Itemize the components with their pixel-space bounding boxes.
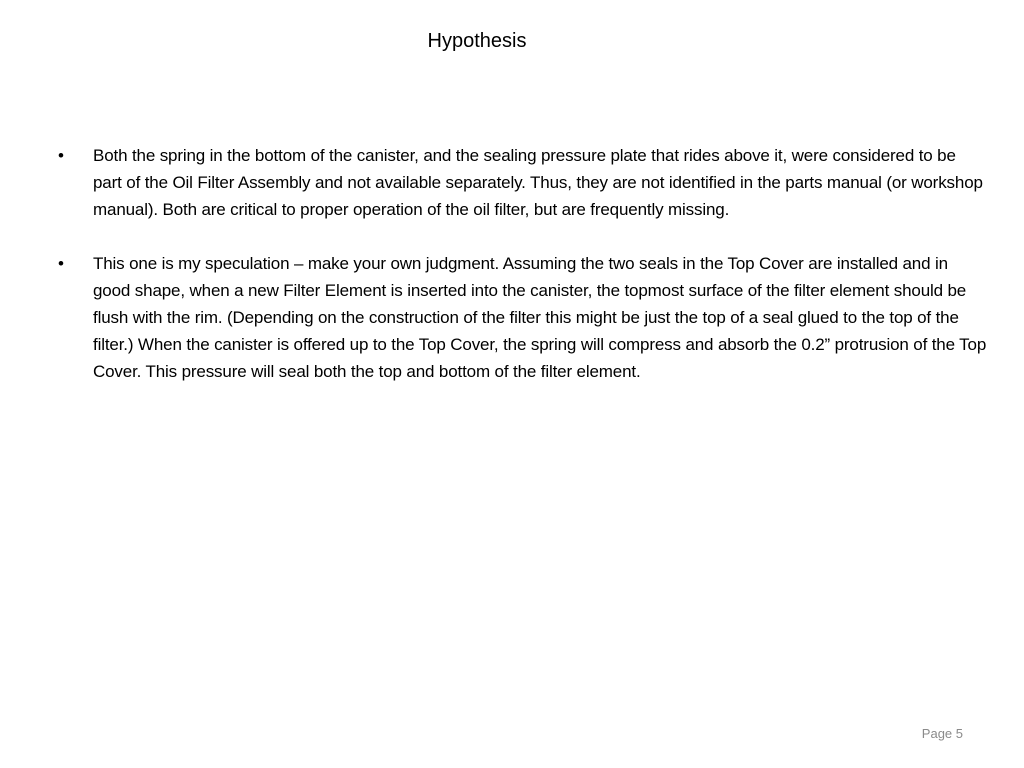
bullet-item <box>58 142 988 223</box>
bullet-item <box>58 250 988 385</box>
bullet-text: Both the spring in the bottom of the canister, and the sealing pressure plate that rides above it, were considered to be part of the Oil Filter Assembly and not available separately. Thus, they are not identified in the parts manual (or workshop manual). Both are critical to proper operation of the oil filter, but are frequently missing. <box>93 146 983 219</box>
bullet-marker: • <box>58 146 64 165</box>
bullet-list <box>58 142 988 412</box>
slide-title: Hypothesis <box>427 30 527 52</box>
page-number: Page 5 <box>921 726 963 741</box>
bullet-text: This one is my speculation – make your own judgment. Assuming the two seals in the Top Cover are installed and in good shape, when a new Filter Element is inserted into the canister, the topmost surface of the filter element should be flush with the rim. (Depending on the construction of the filter this might be just the top of a seal glued to the top of the filter.) When the canister is offered up to the Top Cover, the spring will compress and absorb the 0.2” protrusion of the Top Cover. This pressure will seal both the top and bottom of the filter element. <box>93 254 987 381</box>
bullet-marker: • <box>58 254 64 273</box>
